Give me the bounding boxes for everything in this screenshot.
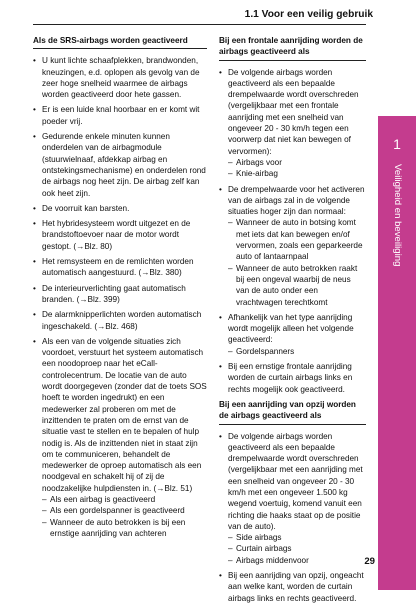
heading-srs-activated: Als de SRS-airbags worden geactiveerd xyxy=(33,35,207,49)
bullet-item: • De voorruit kan barsten. xyxy=(33,203,207,214)
bullet-item: • Het hybridesysteem wordt uitgezet en de brandstoftoevoer naar de motor wordt gestopt. (→Blz. 80) xyxy=(33,218,207,252)
section-title: 1.1 Voor een veilig gebruik xyxy=(244,9,373,20)
bullet-text: Afhankelijk van het type aanrijding wordt mogelijk alleen het volgende geactiveerd: xyxy=(228,312,354,345)
page-number: 29 xyxy=(364,556,375,567)
bullet-item: • U kunt lichte schaafplekken, brandwonden, kneuzingen, e.d. oplopen als gevolg van de zeer hoge snelheid waarmee de airbags worden geactiveerd door hete gassen. xyxy=(33,55,207,100)
bullet-item: • De alarmknipperlichten worden automatisch ingeschakeld. (→Blz. 468) xyxy=(33,309,207,332)
sub-item: – Gordelspanners xyxy=(228,346,366,357)
bullet-item: • De interieurverlichting gaat automatisch branden. (→Blz. 399) xyxy=(33,283,207,306)
chapter-number: 1 xyxy=(393,136,401,152)
left-column xyxy=(33,35,207,543)
chapter-side-tab xyxy=(378,116,416,590)
chapter-label: Veiligheid en beveiliging xyxy=(392,164,403,267)
sub-item: – Als een gordelspanner is geactiveerd xyxy=(42,505,207,516)
bullet-item: • Gedurende enkele minuten kunnen onderdelen van de airbagmodule (stuurwielnaaf, afdekkap airbag en ontstekingsmechanisme) en onderdelen rond de airbags nog heet zijn. De airbag zelf kan ook heet zijn. xyxy=(33,131,207,199)
sub-list xyxy=(228,157,366,180)
sub-item: – Airbags voor xyxy=(228,157,366,168)
bullet-item-ecall xyxy=(33,336,207,539)
bullet-list-frontal xyxy=(219,67,366,395)
bullet-text: Als een van de volgende situaties zich voordoet, verstuurt het systeem automatisch een noodoproep naar het eCall-controlecentrum. De locatie van de auto wordt doorgegeven (zonder dat de toets SOS hoeft te worden ingedrukt) en een medewerker zal proberen om met de inzittenden te praten om de ernst van de situatie vast te stellen en te bepalen of hulp nodig is. Als de inzittenden niet in staat zijn om te communiceren, behandelt de medewerker de oproep automatisch als een noodgeval en schakelt hij of zij de noodzakelijke hulpdiensten in. (→Blz. 51) xyxy=(42,336,207,493)
bullet-item: • Bij een aanrijding van opzij, ongeacht aan welke kant, worden de curtain airbags links en rechts geactiveerd. xyxy=(219,570,366,604)
sub-list xyxy=(228,346,366,357)
bullet-item xyxy=(219,67,366,180)
sub-item: – Knie-airbag xyxy=(228,168,366,179)
sub-item: – Als een airbag is geactiveerd xyxy=(42,494,207,505)
bullet-item: • Bij een ernstige frontale aanrijding worden de curtain airbags links en rechts mogelijk ook geactiveerd. xyxy=(219,361,366,395)
bullet-text: De drempelwaarde voor het activeren van de airbags zal in de volgende situaties hoger zijn dan normaal: xyxy=(228,184,365,217)
bullet-item: • Het remsysteem en de remlichten worden automatisch aangestuurd. (→Blz. 380) xyxy=(33,256,207,279)
header-rule xyxy=(33,24,366,25)
sub-item: – Side airbags xyxy=(228,532,366,543)
sub-list xyxy=(228,217,366,307)
sub-item: – Curtain airbags xyxy=(228,543,366,554)
right-column xyxy=(219,35,366,608)
bullet-item xyxy=(219,431,366,567)
sub-item: – Wanneer de auto betrokken is bij een ernstige aanrijding van achteren xyxy=(42,517,207,540)
sub-item: – Wanneer de auto in botsing komt met iets dat kan bewegen en/of vervormen, zoals een geparkeerde auto of lantaarnpaal xyxy=(228,217,366,262)
bullet-list-srs xyxy=(33,55,207,539)
heading-frontal-collision: Bij een frontale aanrijding worden de airbags geactiveerd als xyxy=(219,35,366,61)
bullet-text: De volgende airbags worden geactiveerd als een bepaalde drempelwaarde wordt overschreden (vergelijkbaar met een aanrijding met een snelheid van ongeveer 20 - 30 km/h met een ongeveer 1.500 kg wegend voertuig, komend vanuit een richting die haaks staat op de positie van de auto). xyxy=(228,431,363,531)
bullet-item xyxy=(219,312,366,357)
sub-item: – Airbags middenvoor xyxy=(228,555,366,566)
sub-item: – Wanneer de auto betrokken raakt bij een ongeval waarbij de neus van de auto onder een vrachtwagen terechtkomt xyxy=(228,263,366,308)
bullet-item xyxy=(219,184,366,308)
bullet-text: De volgende airbags worden geactiveerd als een bepaalde drempelwaarde wordt overschreden (vergelijkbaar met een frontale aanrijding met een snelheid van ongeveer 20 - 30 km/h tegen een voorwerp dat niet kan bewegen of vervormen): xyxy=(228,67,359,156)
sub-list xyxy=(228,532,366,566)
heading-side-collision: Bij een aanrijding van opzij worden de airbags geactiveerd als xyxy=(219,399,366,425)
sub-list-ecall xyxy=(42,494,207,539)
bullet-item: • Er is een luide knal hoorbaar en er komt wit poeder vrij. xyxy=(33,104,207,127)
bullet-list-side xyxy=(219,431,366,604)
